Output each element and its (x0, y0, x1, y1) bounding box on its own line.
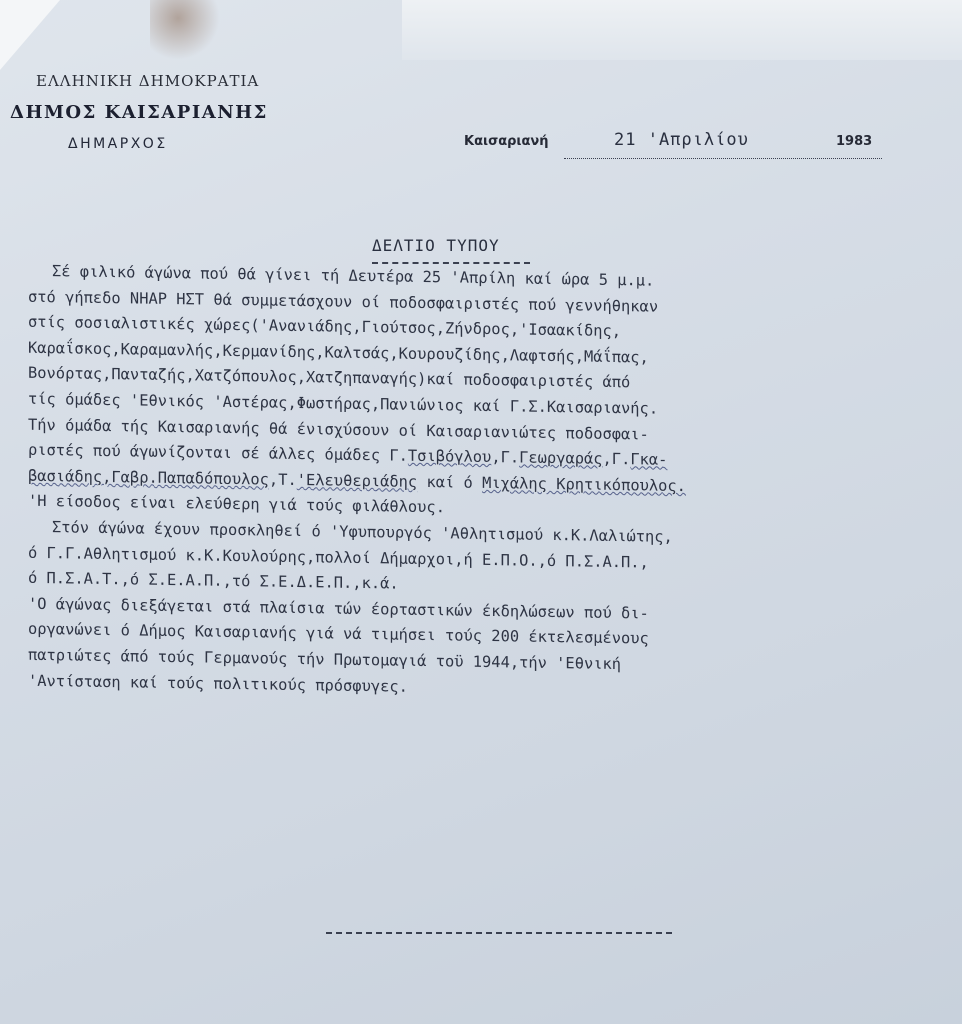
underlined-name: Γκα- (630, 450, 668, 469)
body-line: πατριώτες άπό τούς Γερμανούς τήν Πρωτομαγιά τοϋ 1944,τήν 'Εθνική (28, 645, 622, 673)
body-text: καί ό (417, 472, 483, 492)
dateline-rule (564, 158, 882, 159)
body-line: Στόν άγώνα έχουν προσκληθεί ό 'Υφυπουργός 'Αθλητισμού κ.Κ.Λαλιώτης, (52, 518, 673, 546)
page-corner (0, 0, 60, 70)
body-line: Τήν όμάδα τής Καισαριανής θά ένισχύσουν οί Καισαριανιώτες ποδοσφαι- (28, 415, 649, 444)
body-text: ,Τ. (268, 470, 297, 489)
body-text: ,Γ. (602, 449, 631, 469)
document-title: ΔΕΛΤΙΟ ΤΥΠΟΥ (372, 236, 500, 255)
underlined-name: Γεωργαράς (519, 448, 603, 468)
underlined-name: Μιχάλης Κρητικόπουλος. (482, 473, 686, 495)
body-line: ό Π.Σ.Α.Τ.,ό Σ.Ε.Α.Π.,τό Σ.Ε.Δ.Ε.Π.,κ.ά. (28, 568, 399, 593)
letterhead-mayor: ΔΗΜΑΡΧΟΣ (68, 136, 168, 152)
paper-edge (402, 0, 962, 60)
body-line: 'Αντίσταση καί τούς πολιτικούς πρόσφυγες. (28, 671, 408, 696)
body-text: ,Γ. (491, 448, 520, 467)
body-text: ριστές πού άγωνίζονται σέ άλλες όμάδες Γ. (28, 440, 408, 465)
body-line: στό γήπεδο ΝΗΑΡ ΗΣΤ θά συμμετάσχουν οί ποδοσφαιριστές πού γεννήθηκαν (28, 287, 659, 316)
underlined-name: 'Ελευθεριάδης (296, 470, 418, 491)
letterhead-municipality: ΔΗΜΟΣ ΚΑΙΣΑΡΙΑΝΗΣ (10, 102, 268, 123)
dateline-year: 1983 (836, 134, 873, 149)
body-line: Καραΐσκος,Καραμανλής,Κερμανίδης,Καλτσάς,Κουρουζίδης,Λαφτσής,Μάΐπας, (28, 338, 649, 367)
body-line: τίς όμάδες 'Εθνικός 'Αστέρας,Φωστήρας,Πανιώνιος καί Γ.Σ.Καισαριανής. (28, 389, 659, 418)
document-body (28, 262, 948, 701)
body-line: 'Η είσοδος είναι ελεύθερη γιά τούς φιλάθλους. (28, 492, 445, 517)
dateline (464, 128, 894, 168)
closing-rule (326, 932, 672, 934)
body-line: Σέ φιλικό άγώνα πού θά γίνει τή Δευτέρα 25 'Απρίλη καί ώρα 5 μ.μ. (52, 262, 655, 290)
body-line: στίς σοσιαλιστικές χώρες('Ανανιάδης,Γιούτσος,Ζήνδρος,'Ισαακίδης, (28, 312, 622, 341)
paper-stain (150, 0, 220, 60)
body-line: Βονόρτας,Πανταζής,Χατζόπουλος,Χατζηπαναγής)καί ποδοσφαιριστές άπό (28, 364, 631, 392)
body-line: οργανώνει ό Δήμος Καισαριανής γιά νά τιμήσει τούς 200 έκτελεσμένους (28, 620, 649, 648)
underlined-name: Τσιβόγλου (407, 446, 492, 467)
dateline-date: 21 'Απριλίου (614, 130, 749, 150)
dateline-place: Καισαριανή (464, 134, 549, 149)
underlined-name: βασιάδης,Γαβρ.Παπαδόπουλος (28, 466, 269, 489)
letterhead-republic: ΕΛΛΗΝΙΚΗ ΔΗΜΟΚΡΑΤΙΑ (36, 72, 260, 90)
body-line: ό Γ.Γ.Αθλητισμού κ.Κ.Κουλούρης,πολλοί Δήμαρχοι,ή Ε.Π.Ο.,ό Π.Σ.Α.Π., (28, 543, 649, 572)
body-line: 'Ο άγώνας διεξάγεται στά πλαίσια τών έορταστικών έκδηλώσεων πού δι- (28, 594, 649, 623)
